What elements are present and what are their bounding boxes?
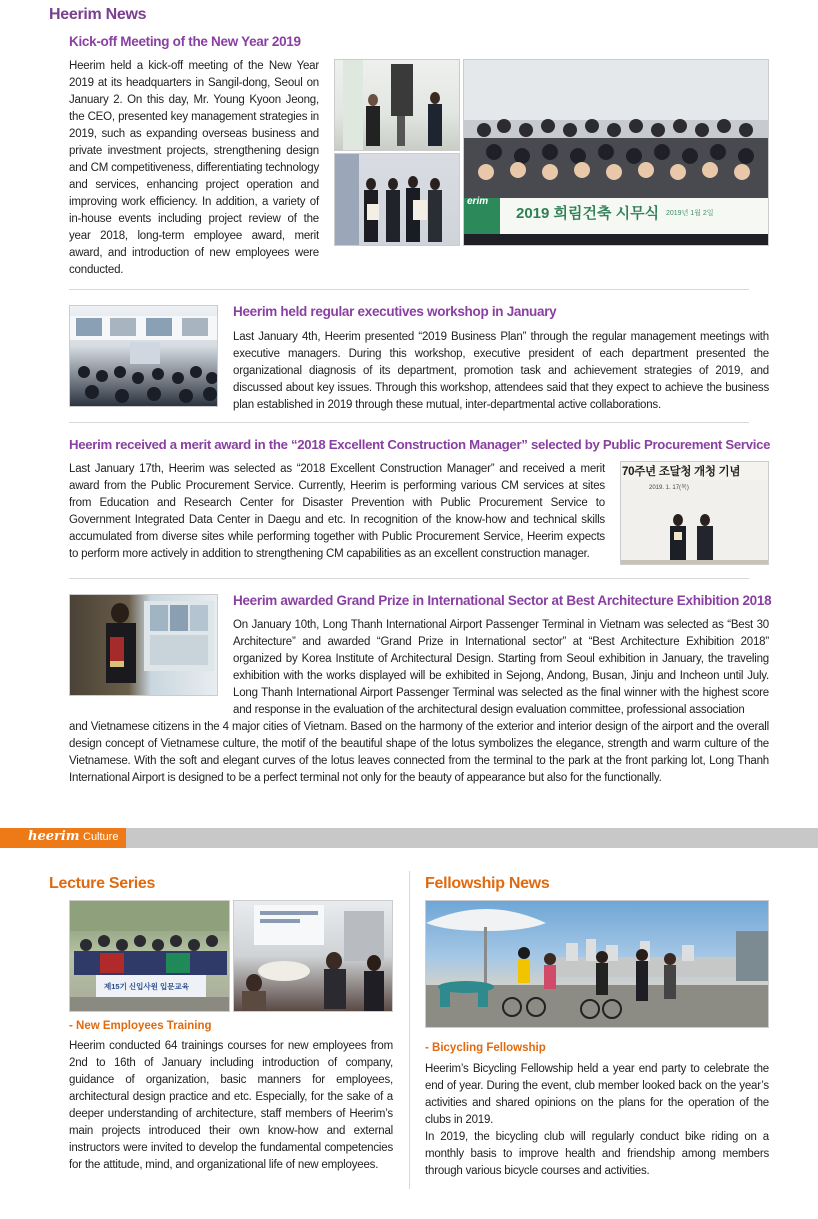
article-body-grand-prize-part2: and Vietnamese citizens in the 4 major cities of Vietnam. Based on the harmony of the exterior and interior design of the airport and the overall design concept of Vietnamese culture, the motif of the beautiful shape of the lotus symbolizes the elegance, strength and warm culture of the Vietnamese. With the soft and elegant curves of the lotus leaves connected from the terminal to the park at the front parking lot, Long Thanh International Airport is designed to be a perfect terminal not only for the beauty of appearance but also for the functionally. [69, 721, 769, 784]
photo-ceremony-handshake [334, 59, 460, 151]
culture-band-tab [0, 828, 126, 848]
photo-banner-date: 2019. 1. 17(목) [649, 485, 689, 491]
subtitle-bicycling-fellowship: - Bicycling Fellowship [425, 1042, 546, 1054]
article-body-workshop: Last January 4th, Heerim presented “2019 Business Plan” through the regular management meetings with executive managers. During this workshop, executive president of each department presented the organizational diagnosis of its department, promotion task and achievement strategies of 2019, and discussed about key issues. Through this workshop, attendees said that they expect to achieve the business plan established in 2019 through these mutual, inter-departmental active collaborations. [233, 331, 769, 411]
photo-kickoff-group [463, 59, 769, 246]
banner-date: 2019년 1월 2일 [666, 210, 714, 217]
section-title-lecture-series: Lecture Series [49, 875, 156, 892]
divider [69, 422, 749, 423]
banner-logo: erim [467, 196, 489, 207]
article-title-workshop: Heerim held regular executives workshop in January [233, 304, 557, 319]
section-title-heerim-news: Heerim News [49, 6, 147, 23]
article-title-kickoff: Kick-off Meeting of the New Year 2019 [69, 34, 301, 49]
article-body-grand-prize-part1: On January 10th, Long Thanh International Airport Passenger Terminal in Vietnam was selected as “Best 30 Architecture” and awarded “Grand Prize in International sector” at “Best Architecture Exhibition 2018” organized by Korea Institute of Architectural Design. Starting from Seoul exhibition in January, the traveling exhibition with the works displayed will be exhibited in Sejong, Andong, Busan, Jinju and Incheon until July. Long Thanh International Airport Passenger Terminal was selected as the final winner with the highest score and response in the evaluation of the architectural design evaluation committee, professional association [233, 619, 769, 716]
section-title-fellowship-news: Fellowship News [425, 875, 550, 892]
band-label: Culture [83, 831, 119, 843]
divider [69, 578, 749, 579]
photo-executives-workshop [69, 305, 218, 407]
column-divider [409, 871, 410, 1189]
training-banner-text: 제15기 신입사원 입문교육 [104, 982, 189, 991]
photo-bicycling-fellowship [425, 900, 769, 1028]
article-title-grand-prize: Heerim awarded Grand Prize in International Sector at Best Architecture Exhibition 2018 [233, 593, 772, 608]
brand-logo-text: heerim [28, 829, 80, 844]
body-bicycling-fellowship-para2: In 2019, the bicycling club will regularly conduct bike riding on a monthly basis to improve health and friendship among members through various bicycle courses and activities. [425, 1131, 769, 1177]
culture-section-band [0, 828, 818, 848]
photo-merit-award-ceremony [620, 461, 769, 565]
photo-training-workshop [233, 900, 393, 1012]
divider [69, 289, 749, 290]
photo-banner-text: 70주년 조달청 개청 기념 [622, 466, 741, 478]
body-bicycling-fellowship [425, 1061, 769, 1180]
subtitle-new-employees-training: - New Employees Training [69, 1020, 212, 1032]
body-new-employees-training: Heerim conducted 64 trainings courses for new employees from 2nd to 16th of January including introduction of company, guidance of organization, basic manners for employees, architectural design practice and etc. Especially, for the sake of a deeper understanding of architecture, staff members of Heerim’s main projects introduced their own know-how and external instructors were invited to develop the fundamental competencies for the attitude, mind, and organizational life of new employees. [69, 1040, 393, 1171]
body-bicycling-fellowship-para1: Heerim’s Bicycling Fellowship held a year end party to celebrate the end of year. During the event, club member looked back on the year’s activities and shared opinions on the plans for the operation of the clubs in 2019. [425, 1063, 769, 1126]
article-title-merit-award: Heerim received a merit award in the “2018 Excellent Construction Manager” selected by Public Procurement Service [69, 437, 771, 452]
photo-training-group [69, 900, 230, 1012]
article-body-merit-award: Last January 17th, Heerim was selected as “2018 Excellent Construction Manager” and received a merit award from the Public Procurement Service. Currently, Heerim is performing various CM services at sites from Education and Research Center for Disaster Prevention with Public Procurement Service to Government Integrated Data Center in Daegu and etc. In recognition of the know-how and technical skills accumulated from diverse sites while performing together with Public Procurement Service, Heerim expects to perform more actively in addition to strengthening CM capabilities as an excellent construction manager. [69, 463, 605, 560]
photo-grand-prize-winner [69, 594, 218, 696]
banner-text: 2019 희림건축 시무식 [516, 205, 660, 222]
article-body-kickoff: Heerim held a kick-off meeting of the New Year 2019 at its headquarters in Sangil-dong, Seoul on January 2. On this day, Mr. Young Kyoon Jeong, the CEO, presented key management strategies in 2019, such as expanding overseas business and private investment projects, strengthening design and CM competitiveness, differentiating technology and services, enhancing project operation and improving work efficiency. In addition, a variety of in-house events including project review of the year 2018, long-term employee award, merit award, and introduction of new employees were conducted. [69, 60, 319, 276]
photo-award-recipients [334, 153, 460, 246]
